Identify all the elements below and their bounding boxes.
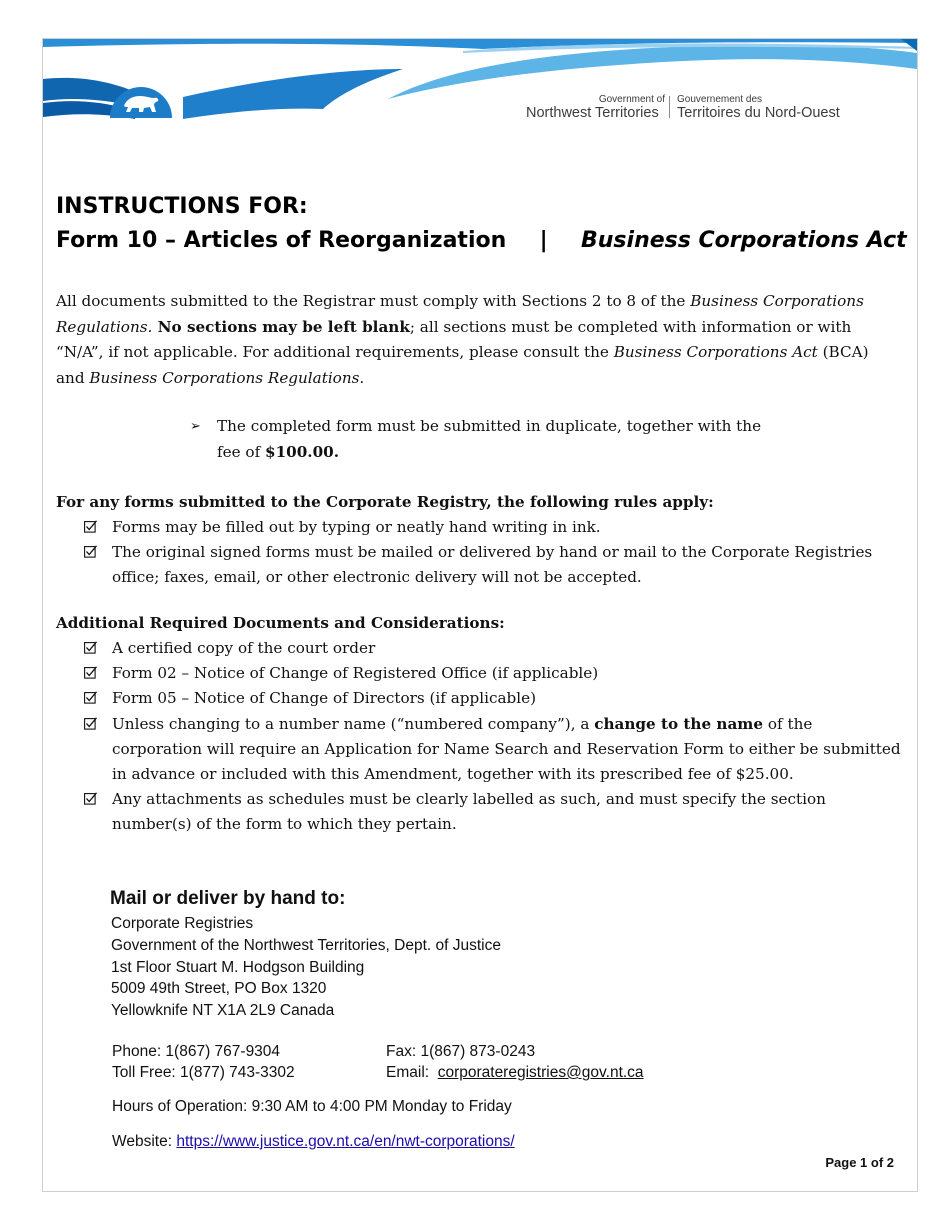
address-line: 5009 49th Street, PO Box 1320 [111, 980, 327, 998]
checkbox-checked-icon [84, 666, 97, 679]
polar-bear-logo-icon [110, 72, 172, 118]
list-item: Form 05 – Notice of Change of Directors (if applicable) [84, 686, 904, 711]
phone-block [112, 1041, 295, 1083]
gov-en-small: Government of [598, 94, 665, 105]
list-item: Unless changing to a number name (“numbered company”), a change to the name of the corporation will require an Application for Name Search and Reservation Form to either be submitted in advance or included with this Amendment, together with its prescribed fee of $25.00. [84, 712, 904, 788]
list-item: Any attachments as schedules must be clearly labelled as such, and must specify the section number(s) of the form to which they pertain. [84, 787, 904, 837]
phone-number: Phone: 1(867) 767-9304 [112, 1043, 281, 1060]
hours-of-operation: Hours of Operation: 9:30 AM to 4:00 PM Monday to Friday [112, 1098, 512, 1115]
gov-fr-block [677, 94, 840, 121]
page-title [56, 190, 907, 258]
additional-heading: Additional Required Documents and Considerations: [56, 614, 505, 632]
website-label: Website: [112, 1133, 173, 1150]
arrow-bullet-icon: ➢ [190, 419, 201, 434]
mail-heading: Mail or deliver by hand to: [110, 888, 346, 909]
title-form: Form 10 – Articles of Reorganization [56, 228, 507, 253]
fee-text: The completed form must be submitted in duplicate, together with the fee of [217, 417, 762, 461]
fax-number: Fax: 1(867) 873-0243 [386, 1043, 536, 1060]
rules-list [84, 515, 904, 591]
title-act: Business Corporations Act [581, 228, 907, 253]
intro-paragraph: All documents submitted to the Registrar must comply with Sections 2 to 8 of the Business Corporations Regulations. No sections may be left blank; all sections must be completed with information or with “N/A”, if not applicable. For additional requirements, please consult the Business Corporations Act (BCA) and Business Corporations Regulations. [56, 292, 869, 387]
email-label: Email: [386, 1064, 430, 1081]
mailing-address [111, 913, 501, 1022]
website-link[interactable]: https://www.justice.gov.nt.ca/en/nwt-corporations/ [176, 1133, 515, 1150]
list-item: A certified copy of the court order [84, 636, 904, 661]
address-line: Yellowknife NT X1A 2L9 Canada [111, 1002, 335, 1020]
checkbox-checked-icon [84, 545, 97, 558]
toll-free-number: Toll Free: 1(877) 743-3302 [112, 1064, 295, 1081]
gov-en-big: Northwest Territories [526, 105, 659, 121]
gov-en-block [526, 94, 665, 121]
title-separator: | [539, 228, 548, 253]
checkbox-checked-icon [84, 691, 97, 704]
gov-fr-big: Territoires du Nord-Ouest [677, 105, 840, 121]
address-line: Government of the Northwest Territories, Dept. of Justice [111, 936, 501, 954]
email-link[interactable]: corporateregistries@gov.nt.ca [437, 1064, 644, 1081]
rules-heading: For any forms submitted to the Corporate Registry, the following rules apply: [56, 493, 714, 511]
list-item: The original signed forms must be mailed or delivered by hand or mail to the Corporate Registries office; faxes, email, or other electronic delivery will not be accepted. [84, 540, 904, 590]
gov-separator [669, 96, 670, 118]
list-item: Forms may be filled out by typing or neatly hand writing in ink. [84, 515, 904, 540]
checkbox-checked-icon [84, 792, 97, 805]
checkbox-checked-icon [84, 520, 97, 533]
fax-email-block [386, 1041, 644, 1083]
checkbox-checked-icon [84, 717, 97, 730]
gov-fr-small: Gouvernement des [677, 94, 763, 105]
page-number: Page 1 of 2 [825, 1155, 894, 1170]
address-line: 1st Floor Stuart M. Hodgson Building [111, 958, 365, 976]
fee-amount: $100.00. [265, 442, 340, 461]
checkbox-checked-icon [84, 641, 97, 654]
list-item: Form 02 – Notice of Change of Registered Office (if applicable) [84, 661, 904, 686]
website-line [112, 1131, 515, 1152]
title-line1: INSTRUCTIONS FOR: [56, 194, 308, 219]
additional-list [84, 636, 904, 838]
address-line: Corporate Registries [111, 915, 254, 932]
